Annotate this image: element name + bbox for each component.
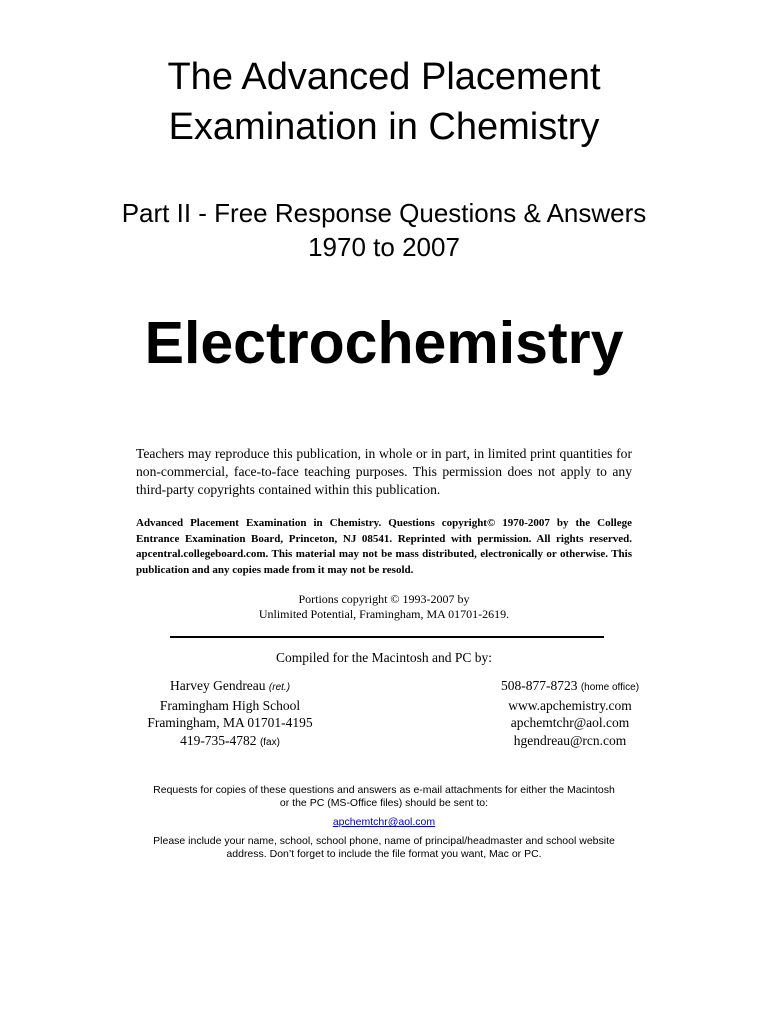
request-email-link[interactable]: apchemtchr@aol.com (332, 816, 436, 828)
email-secondary: hgendreau@rcn.com (513, 732, 627, 748)
phone-row (440, 677, 700, 697)
portions-copyright (0, 592, 768, 622)
permission-paragraph: Teachers may reproduce this publication, in whole or in part, in limited print quantities for non-commercial, face-to-face teaching purposes. This permission does not apply to any third-party copyrights contained within this publication. (136, 446, 632, 497)
contact-details-block (440, 677, 700, 749)
document-title (0, 52, 768, 152)
requests-line-1: Requests for copies of these questions and answers as e-mail attachments for either the Macintosh (153, 784, 615, 796)
author-fax-note: (fax) (259, 736, 280, 748)
include-line-1: Please include your name, school, school phone, name of principal/headmaster and school website (153, 835, 615, 847)
phone-number: 508-877-8723 (500, 678, 578, 693)
title-line-2: Examination in Chemistry (168, 106, 600, 148)
website-text: www.apchemistry.com (508, 697, 632, 713)
include-line-2: address. Don’t forget to include the file format you want, Mac or PC. (226, 848, 542, 860)
portions-line-1: Portions copyright © 1993-2007 by (298, 592, 470, 606)
author-school: Framingham High School (159, 697, 301, 713)
document-subtitle (0, 196, 768, 264)
copyright-paragraph: Advanced Placement Examination in Chemistry. Questions copyright© 1970-2007 by the College Entrance Examination Board, Princeton, NJ 08541. Reprinted with permission. All rights reserved. apcentral.collegeboard.com. This material may not be mass distributed, electronically or otherwise. This publication and any copies made from it may not be resold. (136, 517, 632, 576)
portions-line-2: Unlimited Potential, Framingham, MA 01701-2619. (258, 607, 510, 621)
request-email-row (0, 816, 768, 829)
subtitle-line-2: 1970 to 2007 (308, 232, 460, 262)
author-city: Framingham, MA 01701-4195 (147, 715, 313, 730)
author-contact-block (110, 677, 350, 751)
author-name-note: (ret.) (268, 682, 291, 693)
requests-text (0, 784, 768, 810)
author-name: Harvey Gendreau (169, 678, 266, 693)
title-line-1: The Advanced Placement (167, 56, 601, 98)
subtitle-line-1: Part II - Free Response Questions & Answers (121, 198, 647, 228)
email-primary: apchemtchr@aol.com (510, 715, 630, 730)
topic-heading: Electrochemistry (144, 310, 624, 376)
author-fax-row (110, 732, 350, 752)
author-fax: 419-735-4782 (180, 732, 257, 748)
author-name-row (110, 677, 350, 697)
phone-note: (home office) (580, 682, 640, 693)
requests-line-2: or the PC (MS-Office files) should be sent to: (279, 797, 489, 809)
compiled-for-text: Compiled for the Macintosh and PC by: (276, 650, 492, 665)
include-instructions (0, 835, 768, 861)
horizontal-divider (170, 636, 604, 638)
